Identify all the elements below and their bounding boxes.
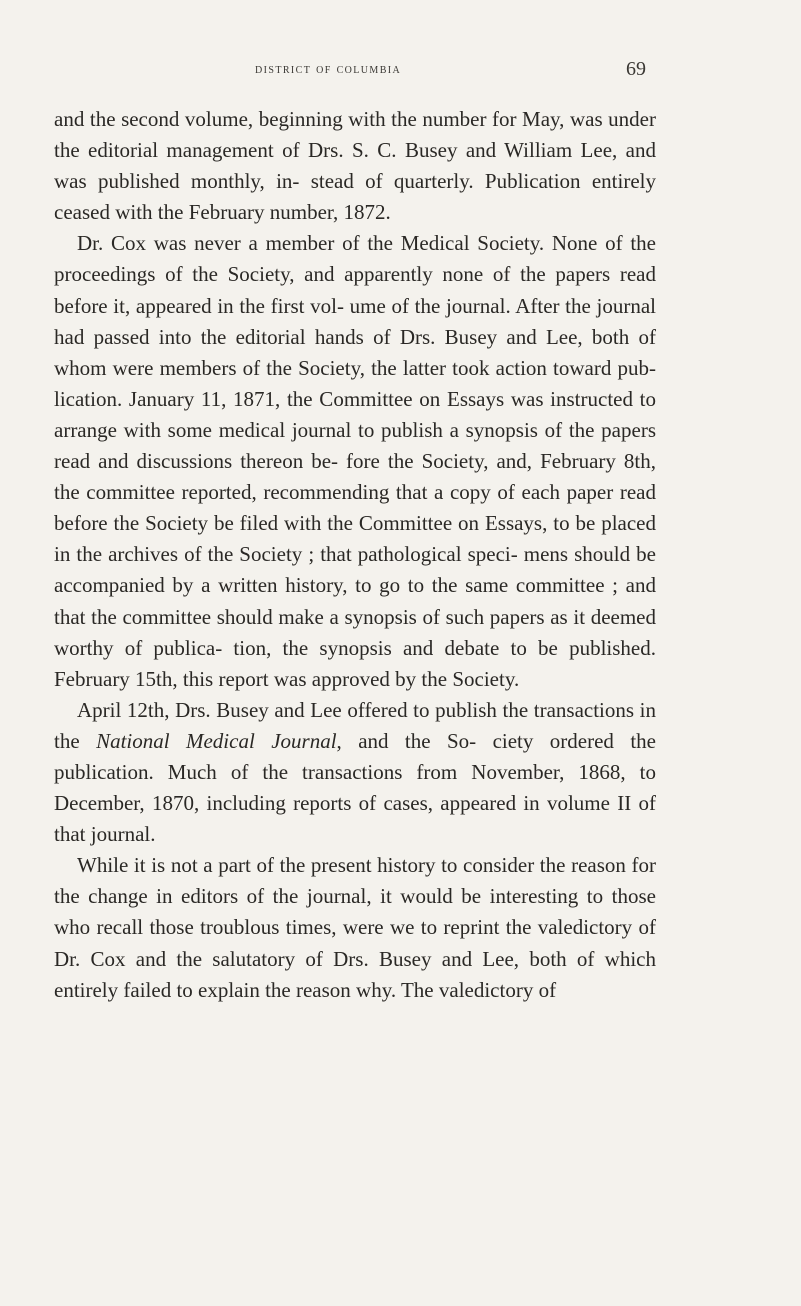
journal-title-italic: National Medical Journal <box>96 728 337 753</box>
page-number: 69 <box>626 58 646 80</box>
paragraph-april-publication <box>54 695 656 850</box>
paragraph-valedictory: While it is not a part of the present history to consider the reason for the change in editors of the journal, it would be interesting to those who recall those troublous times, were we to reprint the valedictory of Dr. Cox and the salutatory of Drs. Busey and Lee, both of which entirely failed to explain the reason why. The valedictory of <box>54 853 656 1002</box>
paragraph-cox-membership: Dr. Cox was never a member of the Medical Society. None of the proceedings of the Society, and apparently none of the papers read before it, appeared in the first vol- ume of the journal. After the journal had passed into the editorial hands of Drs. Busey and Lee, both of whom were members of the Society, the latter took action toward pub- lication. January 11, 1871, the Committee on Essays was instructed to arrange with some medical journal to publish a synopsis of the papers read and discussions thereon be- fore the Society, and, February 8th, the committee reported, recommending that a copy of each paper read before the Society be filed with the Committee on Essays, to be placed in the archives of the Society ; that pathological speci- mens should be accompanied by a written history, to go to the same committee ; and that the committee should make a synopsis of such papers as it deemed worthy of publica- tion, the synopsis and debate to be published. February 15th, this report was approved by the Society. <box>54 231 656 691</box>
paragraph-text-after-title: , and the So- ciety ordered the publication. Much of the transactions from November, 1868, to December, 1870, including reports of cases, appeared in volume II of that journal. <box>54 728 656 847</box>
body-text <box>54 104 656 1006</box>
running-head <box>0 58 801 88</box>
paragraph-text-before-title: April 12th, Drs. Busey and Lee offered to publish the transactions in the <box>54 697 656 753</box>
running-title: district of columbia <box>255 62 402 77</box>
paragraph-continued: and the second volume, beginning with the number for May, was under the editorial management of Drs. S. C. Busey and William Lee, and was published monthly, in- stead of quarterly. Publication entirely ceased with the February number, 1872. <box>54 107 656 225</box>
